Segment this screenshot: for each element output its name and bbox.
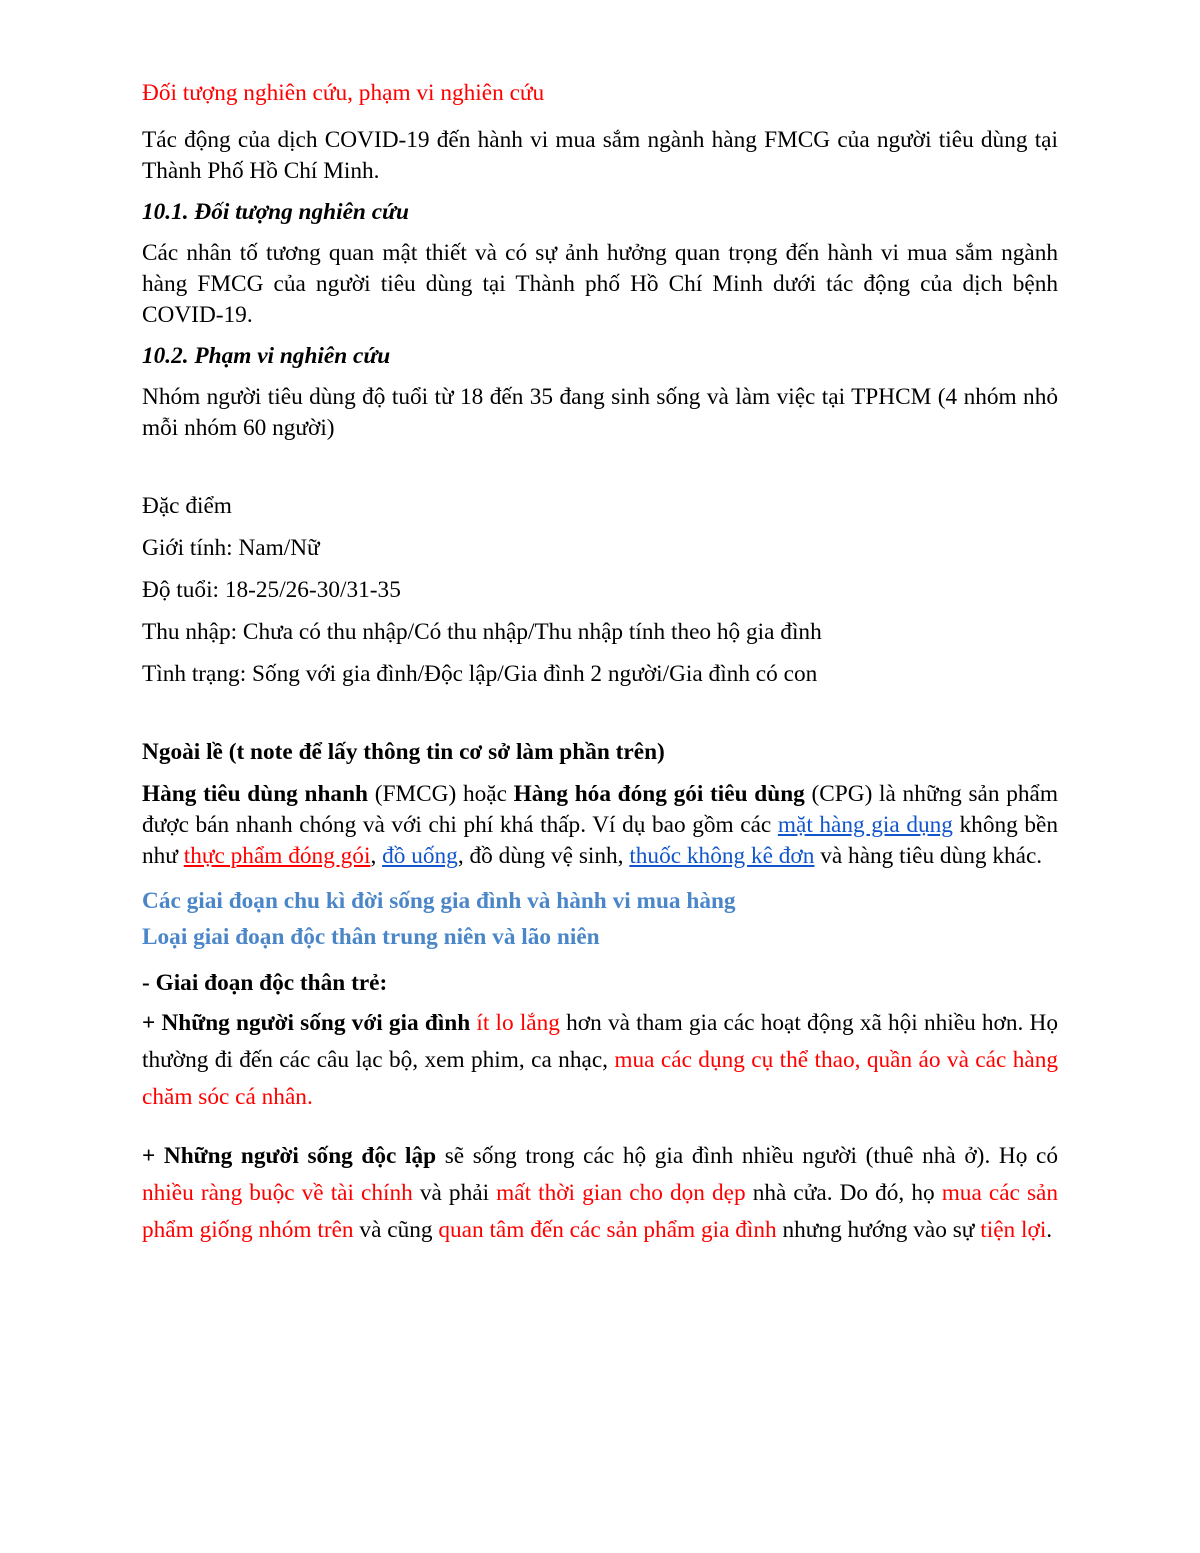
link-packaged-food[interactable]: thực phẩm đóng gói xyxy=(183,843,371,869)
aside-paragraph: Hàng tiêu dùng nhanh (FMCG) hoặc Hàng hóa đóng gói tiêu dùng (CPG) là những sản phẩm được bán nhanh chóng và với chi phí khá thấp. Ví dụ bao gồm các mặt hàng gia dụng không bền như thực phẩm đóng gói, đồ uống, đồ dùng vệ sinh, thuốc không kê đơn và hàng tiêu dùng khác. xyxy=(142,781,1058,869)
link-household-goods[interactable]: mặt hàng gia dụng xyxy=(777,812,953,838)
characteristics-age: Độ tuổi: 18-25/26-30/31-35 xyxy=(142,577,401,603)
section-10-1-text: Các nhân tố tương quan mật thiết và có sự ảnh hưởng quan trọng đến hành vi mua sắm ngành hàng FMCG của người tiêu dùng tại Thành phố Hồ Chí Minh dưới tác động của dịch bệnh COVID-19. xyxy=(142,240,1058,328)
living-independently-paragraph: + Những người sống độc lập sẽ sống trong các hộ gia đình nhiều người (thuê nhà ở). Họ có nhiều ràng buộc về tài chính và phải mất thời gian cho dọn dẹp nhà cửa. Do đó, họ mua các sản phẩm giống nhóm trên và cũng quan tâm đến các sản phẩm gia đình nhưng hướng vào sự tiện lợi. xyxy=(142,1143,1059,1243)
living-with-family-paragraph: + Những người sống với gia đình ít lo lắng hơn và tham gia các hoạt động xã hội nhiều hơn. Họ thường đi đến các câu lạc bộ, xem phim, ca nhạc, mua các dụng cụ thể thao, quần áo và các hàng chăm sóc cá nhân. xyxy=(142,1010,1059,1110)
lifecycle-heading-2: Loại giai đoạn độc thân trung niên và lão niên xyxy=(142,924,600,950)
section-10-2-text: Nhóm người tiêu dùng độ tuổi từ 18 đến 35 đang sinh sống và làm việc tại TPHCM (4 nhóm nhỏ mỗi nhóm 60 người) xyxy=(142,384,1058,441)
characteristics-heading: Đặc điểm xyxy=(142,493,232,519)
fmcg-term: Hàng tiêu dùng nhanh xyxy=(142,781,368,807)
intro-paragraph: Tác động của dịch COVID-19 đến hành vi mua sắm ngành hàng FMCG của người tiêu dùng tại Thành Phố Hồ Chí Minh. xyxy=(142,127,1058,184)
aside-heading: Ngoài lề (t note để lấy thông tin cơ sở làm phần trên) xyxy=(142,739,665,765)
young-single-stage: - Giai đoạn độc thân trẻ: xyxy=(142,970,388,996)
characteristics-status: Tình trạng: Sống với gia đình/Độc lập/Gia đình 2 người/Gia đình có con xyxy=(142,661,818,687)
link-otc-drugs[interactable]: thuốc không kê đơn xyxy=(629,843,815,869)
section-10-2-heading: 10.2. Phạm vi nghiên cứu xyxy=(142,343,391,369)
characteristics-income: Thu nhập: Chưa có thu nhập/Có thu nhập/Thu nhập tính theo hộ gia đình xyxy=(142,619,822,645)
cpg-term: Hàng hóa đóng gói tiêu dùng xyxy=(513,781,805,807)
lifecycle-heading-1: Các giai đoạn chu kì đời sống gia đình và hành vi mua hàng xyxy=(142,888,736,914)
characteristics-gender: Giới tính: Nam/Nữ xyxy=(142,535,320,561)
section-10-1-heading: 10.1. Đối tượng nghiên cứu xyxy=(142,199,409,225)
link-beverages[interactable]: đồ uống xyxy=(382,843,458,869)
document-title: Đối tượng nghiên cứu, phạm vi nghiên cứu xyxy=(142,80,545,106)
